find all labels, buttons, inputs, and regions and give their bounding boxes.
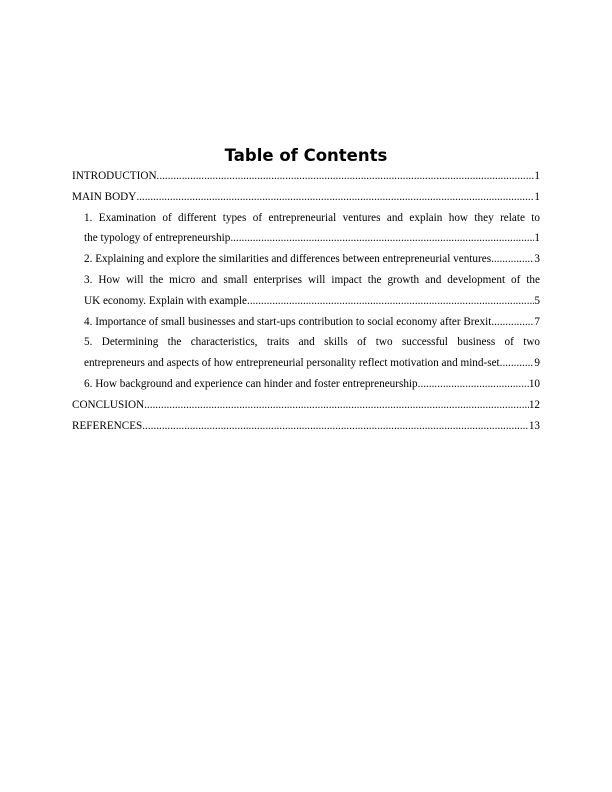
dot-leader (491, 312, 534, 333)
toc-entry-references[interactable] (72, 416, 540, 437)
toc-page-number: 7 (534, 315, 540, 328)
toc-entry-text-line1: 1. Examination of different types of entrepreneurial ventures and explain how they relate to (84, 211, 540, 224)
toc-entry-text: CONCLUSION (72, 398, 145, 411)
table-of-contents (72, 146, 540, 436)
toc-entry-text-line2: UK economy. Explain with example (84, 294, 248, 307)
toc-page-number: 1 (534, 190, 540, 203)
toc-entry-text: MAIN BODY (72, 190, 137, 203)
toc-entry-text: INTRODUCTION (72, 170, 157, 182)
toc-page-number: 9 (534, 357, 540, 370)
dot-leader (418, 374, 529, 395)
toc-page-number: 3 (534, 253, 540, 266)
toc-entry-introduction[interactable] (72, 166, 540, 187)
toc-entry-section-5[interactable] (72, 332, 540, 374)
dot-leader (491, 249, 534, 270)
toc-page-number: 13 (528, 419, 540, 432)
toc-entry-section-1[interactable] (72, 208, 540, 250)
toc-entry-text: 2. Explaining and explore the similarities and differences between entrepreneurial ventures (84, 253, 492, 266)
toc-entry-text: 4. Importance of small businesses and start-ups contribution to social economy after Brexit (84, 315, 492, 328)
dot-leader (502, 353, 534, 374)
toc-entry-section-3[interactable] (72, 270, 540, 312)
toc-entry-conclusion[interactable] (72, 395, 540, 416)
dot-leader (136, 187, 534, 208)
dot-leader (144, 395, 529, 416)
dot-leader (247, 291, 534, 312)
toc-entry-text-line1: 5. Determining the characteristics, traits and skills of two successful business of two (84, 336, 540, 349)
toc-page-number: 5 (534, 294, 540, 307)
toc-title: Table of Contents (224, 146, 388, 165)
toc-entry-text-line1: 3. How will the micro and small enterprises will impact the growth and development of the (84, 273, 540, 286)
toc-entry-text: 6. How background and experience can hinder and foster entrepreneurship (84, 377, 418, 390)
toc-entry-text: REFERENCES (72, 419, 143, 432)
toc-entry-text-line2: the typology of entrepreneurship (84, 232, 231, 245)
dot-leader (142, 416, 529, 437)
toc-page-number: 10 (528, 377, 540, 390)
toc-entry-main-body[interactable] (72, 187, 540, 208)
toc-page-number: 1 (534, 232, 540, 245)
dot-leader (157, 166, 535, 187)
toc-entry-section-4[interactable] (72, 312, 540, 333)
toc-page-number: 1 (534, 170, 540, 182)
dot-leader (230, 228, 534, 249)
toc-entry-text-line2: entrepreneurs and aspects of how entrepreneurial personality reflect motivation and mind-set. (84, 357, 503, 370)
toc-entry-section-2[interactable] (72, 249, 540, 270)
toc-page-number: 12 (528, 398, 540, 411)
toc-entry-section-6[interactable] (72, 374, 540, 395)
